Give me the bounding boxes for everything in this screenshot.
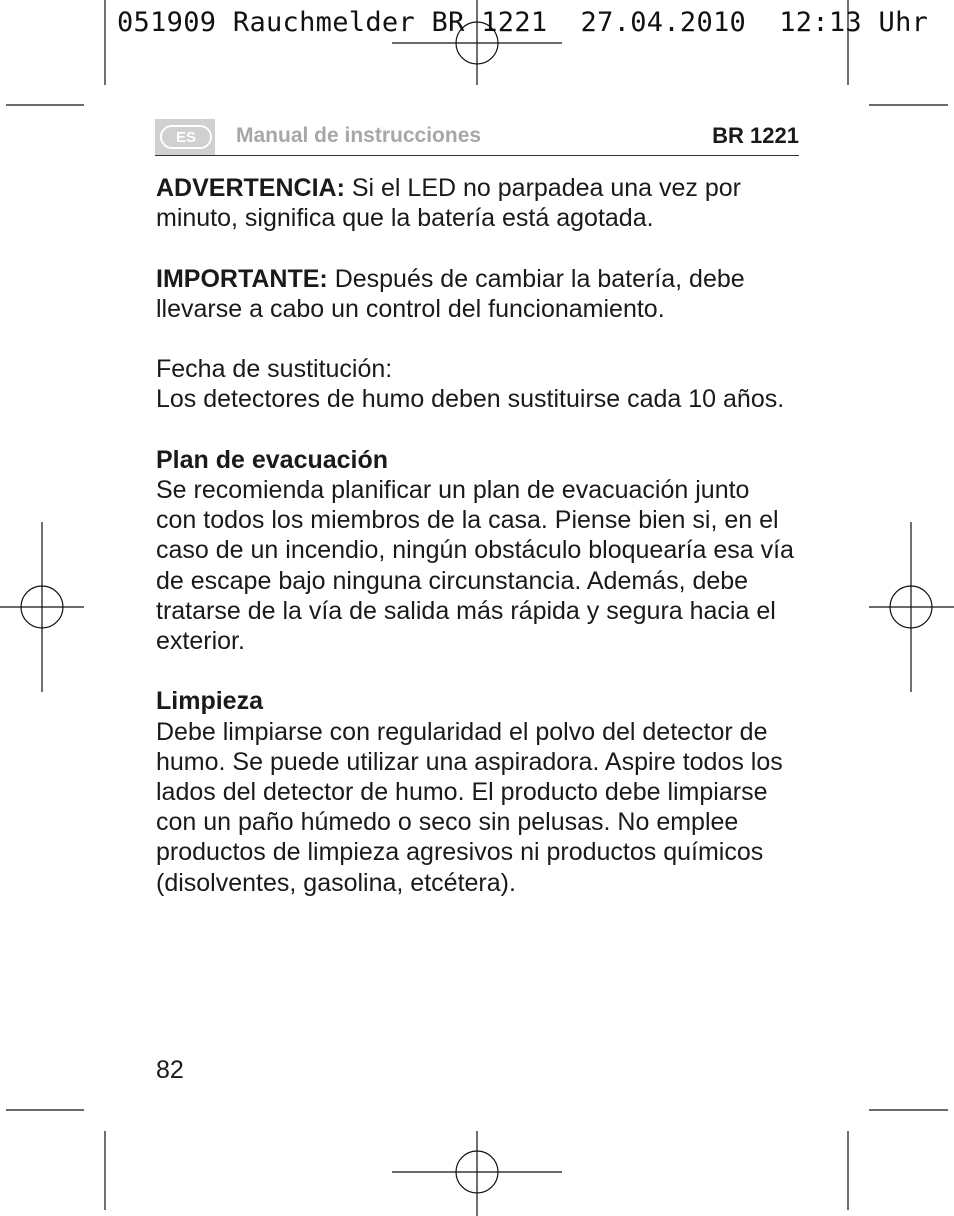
- print-slug: 051909 Rauchmelder BR 1221 27.04.2010 12:13 Uhr: [117, 7, 929, 38]
- page-content: [156, 173, 796, 928]
- page-header: [155, 119, 799, 156]
- warning-paragraph: [156, 173, 796, 233]
- important-paragraph: [156, 264, 796, 324]
- warning-label: ADVERTENCIA:: [156, 174, 345, 202]
- language-badge: [155, 119, 215, 155]
- evacuation-section: [156, 445, 796, 656]
- language-code: ES: [160, 125, 212, 149]
- important-text: Después de cambiar la batería, debe llevarse a cabo un control del funcionamiento.: [156, 264, 745, 323]
- evacuation-title: Plan de evacuación: [156, 445, 389, 474]
- registration-mark-left: [0, 522, 84, 692]
- replacement-title: Fecha de sustitución:: [156, 355, 393, 384]
- page-number: 82: [156, 1056, 184, 1084]
- evacuation-text: Se recomienda planificar un plan de evacuación junto con todos los miembros de la casa. Piense bien si, en el caso de un incendio, ningún obstáculo bloquearía esa vía de escape bajo ninguna circunstancia. Además, debe tratarse de la vía de salida más rápida y segura hacia el exterior.: [156, 475, 794, 655]
- cleaning-text: Debe limpiarse con regularidad el polvo del detector de humo. Se puede utilizar una aspiradora. Aspire todos los lados del detector de humo. El producto debe limpiarse con un paño húmedo o seco sin pelusas. No emplee productos de limpieza agresivos ni productos químicos (disolventes, gasolina, etcétera).: [156, 717, 783, 897]
- registration-mark-bottom: [392, 1131, 562, 1216]
- manual-title: Manual de instrucciones: [236, 124, 482, 147]
- cleaning-title: Limpieza: [156, 687, 263, 716]
- model-number: BR 1221: [712, 123, 799, 148]
- registration-mark-right: [869, 522, 954, 692]
- replacement-text: Los detectores de humo deben sustituirse cada 10 años.: [156, 385, 785, 414]
- replacement-paragraph: [156, 354, 796, 414]
- cleaning-section: [156, 686, 796, 897]
- warning-text: Si el LED no parpadea una vez por minuto, significa que la batería está agotada.: [156, 174, 741, 233]
- important-label: IMPORTANTE:: [156, 264, 328, 293]
- registration-mark-top: [392, 0, 562, 85]
